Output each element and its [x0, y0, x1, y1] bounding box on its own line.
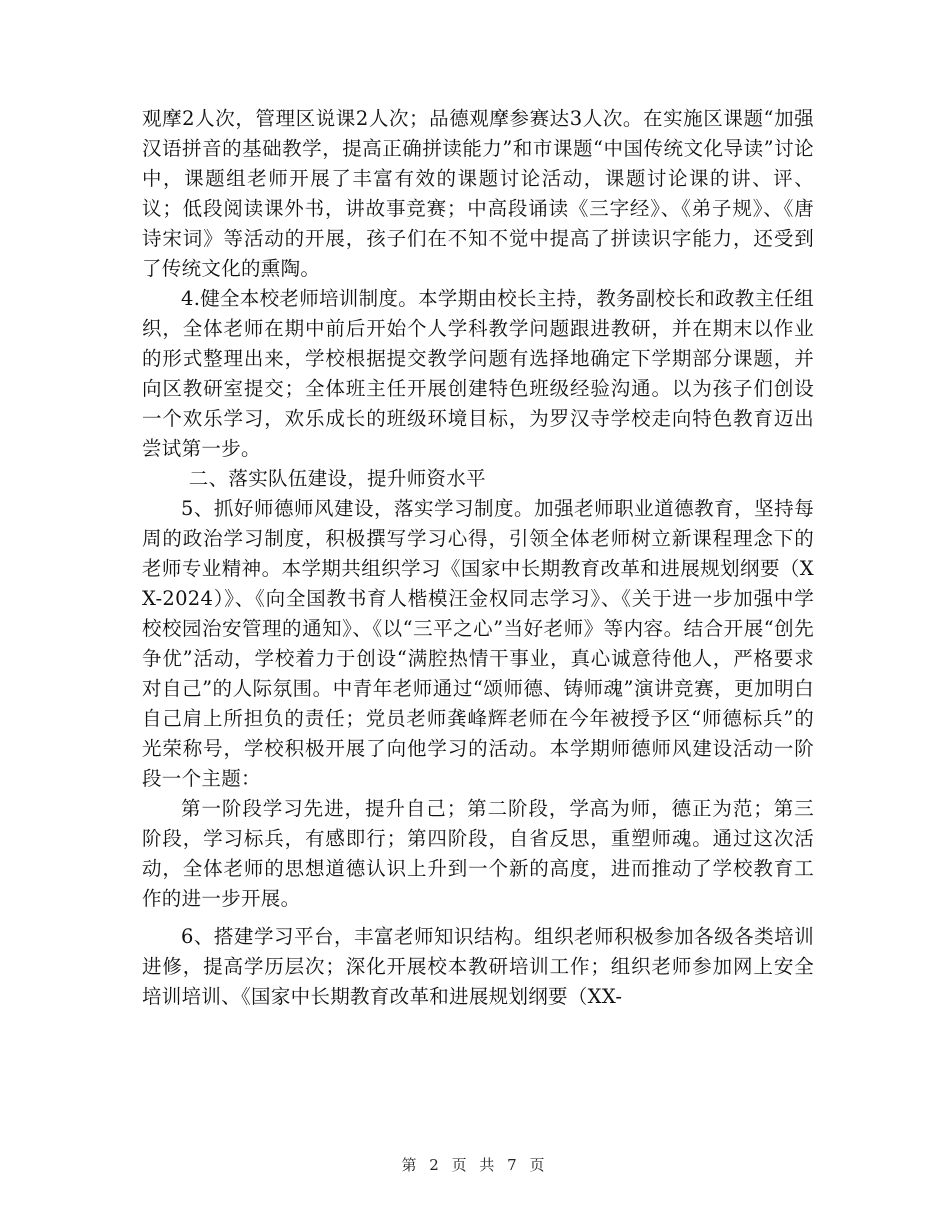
section-heading-2: 二、落实队伍建设，提升师资水平	[188, 467, 486, 490]
paragraph-item-6: 6、搭建学习平台，丰富老师知识结构。组织老师积极参加各级各类培训进修，提高学历层次；深化开展校本教研培训工作；组织老师参加网上安全培训培训、《国家中长期教育改革和进展规划纲要（XX-	[142, 925, 814, 1008]
page-number-footer: 第 2 页 共 7 页	[401, 1156, 549, 1174]
paragraph-stages: 第一阶段学习先进，提升自己；第二阶段，学高为师，德正为范；第三阶段，学习标兵，有感即行；第四阶段，自省反思，重塑师魂。通过这次活动，全体老师的思想道德认识上升到一个新的高度，进而推动了学校教育工作的进一步开展。	[142, 797, 814, 910]
paragraph-continuation: 观摩2人次，管理区说课2人次；品德观摩参赛达3人次。在实施区课题“加强汉语拼音的基础教学，提高正确拼读能力”和市课题“中国传统文化导读”讨论中，课题组老师开展了丰富有效的课题讨论活动，课题讨论课的讲、评、议；低段阅读课外书，讲故事竞赛；中高段诵读《三字经》、《弟子规》、《唐诗宋词》等活动的开展，孩子们在不知不觉中提高了拼读识字能力，还受到了传统文化的熏陶。	[142, 107, 814, 280]
document-body	[142, 104, 814, 1012]
paragraph-item-4: 4.健全本校老师培训制度。本学期由校长主持，教务副校长和政教主任组织，全体老师在期中前后开始个人学科教学问题跟进教研，并在期末以作业的形式整理出来，学校根据提交教学问题有选择地确定下学期部分课题，并向区教研室提交；全体班主任开展创建特色班级经验沟通。以为孩子们创设一个欢乐学习，欢乐成长的班级环境目标，为罗汉寺学校走向特色教育迈出尝试第一步。	[142, 287, 815, 460]
paragraph-item-5: 5、抓好师德师风建设，落实学习制度。加强老师职业道德教育，坚持每周的政治学习制度，积极撰写学习心得，引领全体老师树立新课程理念下的老师专业精神。本学期共组织学习《国家中长期教育改革和进展规划纲要（XX-2024）》、《向全国教书育人楷模汪金权同志学习》、《关于进一步加强中学校校园治安管理的通知》、《以“三平之心”当好老师》等内容。结合开展“创先争优”活动，学校着力于创设“满腔热情干事业，真心诚意待他人，严格要求对自己”的人际氛围。中青年老师通过“颂师德、铸师魂”演讲竞赛，更加明白自己肩上所担负的责任；党员老师龚峰辉老师在今年被授予区“师德标兵”的光荣称号，学校积极开展了向他学习的活动。本学期师德师风建设活动一阶段一个主题：	[142, 497, 814, 790]
